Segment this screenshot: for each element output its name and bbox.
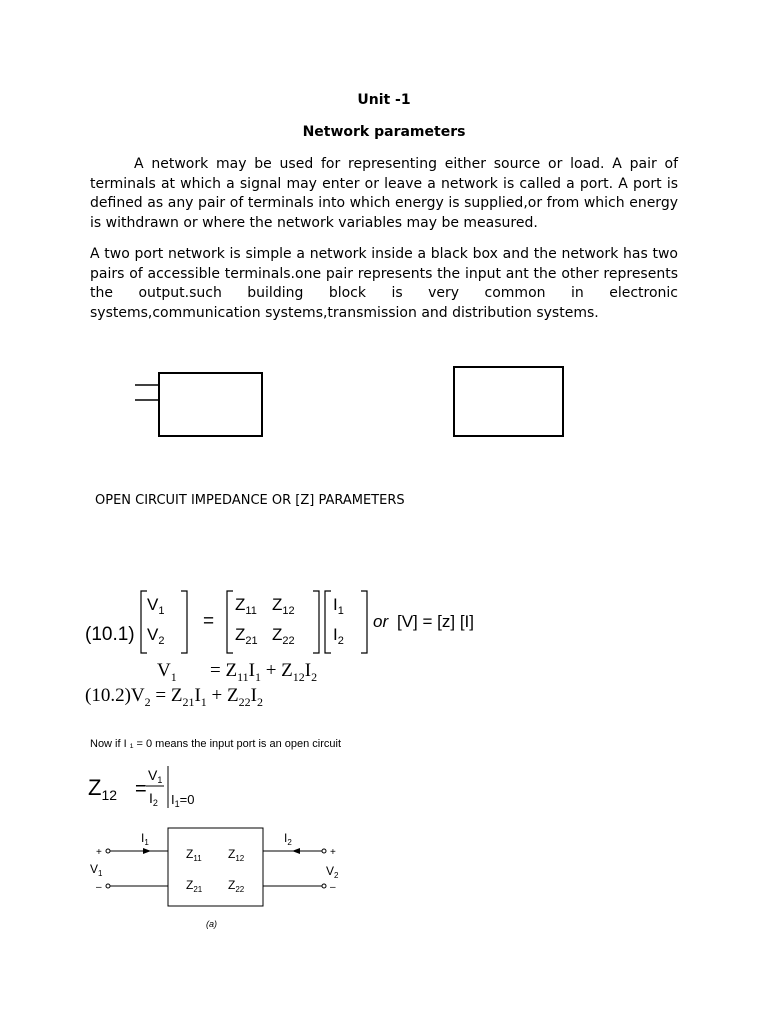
svg-text:Z12: $Z_{12}$ bbox=[228, 847, 245, 863]
svg-text:+: + bbox=[96, 847, 102, 858]
paragraph-1: A network may be used for representing either source or load. A pair of terminals at which a signal may enter or leave a network is called a port. A port is defined as any pair of terminals into which energy is supplied,or from which energy is withdrawn or where the network variables may be measured. bbox=[90, 156, 678, 231]
svg-text:I2: $I_2$ bbox=[149, 790, 158, 808]
svg-text:Z11: $Z_{11}$ bbox=[186, 847, 202, 863]
bracket bbox=[181, 591, 187, 653]
figure-caption: (a) bbox=[206, 919, 217, 929]
bracket bbox=[227, 591, 233, 653]
bracket bbox=[313, 591, 319, 653]
svg-text:V2: $V_2$ bbox=[326, 864, 339, 880]
svg-text:–: – bbox=[96, 882, 102, 893]
svg-text:V1: $V_1$ bbox=[90, 862, 103, 878]
svg-text:I1: $I_1$ bbox=[333, 595, 344, 617]
section-title: Network parameters bbox=[302, 124, 466, 140]
z12-formula bbox=[88, 763, 238, 813]
z-parameters-heading: OPEN CIRCUIT IMPEDANCE OR [Z] PARAMETERS bbox=[95, 493, 405, 508]
eq1-label: (10.1) bbox=[85, 624, 135, 645]
matrix-equation bbox=[85, 585, 515, 660]
svg-text:I2: $I_2$ bbox=[333, 625, 344, 647]
bracket bbox=[325, 591, 331, 653]
eq-10-2: $(10.2)V_2 = Z_{21}I_1 + Z_{22}I_2$ bbox=[85, 685, 263, 709]
svg-text:+: + bbox=[330, 847, 336, 858]
two-port-diagram bbox=[88, 825, 358, 935]
svg-text:Z22: $Z_{22}$ bbox=[228, 878, 245, 894]
paragraph-2: A two port network is simple a network inside a black box and the network has two pairs of accessible terminals.one pair represents the input ant the other represents the output.such building block is very common in electronic systems,communication systems,transmission and distribution systems. bbox=[90, 246, 678, 321]
svg-text:=: = bbox=[135, 778, 147, 800]
svg-text:Z21: $Z_{21}$ bbox=[186, 878, 203, 894]
open-circuit-note: Now if I ₁ = 0 means the input port is an open circuit bbox=[90, 738, 342, 750]
eq-v1: $V_1$ bbox=[157, 660, 177, 684]
svg-text:Z12: $Z_{12}$ bbox=[272, 595, 295, 617]
unit-title: Unit -1 bbox=[357, 92, 411, 108]
black-box-right bbox=[454, 367, 563, 436]
svg-text:Z11: $Z_{11}$ bbox=[235, 595, 257, 617]
svg-text:=: = bbox=[203, 611, 215, 632]
svg-text:Z12: $Z_{12}$ bbox=[88, 775, 118, 803]
or-text: or bbox=[373, 612, 389, 631]
svg-text:–: – bbox=[330, 882, 336, 893]
svg-text:V1: $V_1$ bbox=[147, 595, 165, 617]
svg-text:V2: $V_2$ bbox=[147, 625, 165, 647]
black-box-diagrams bbox=[0, 355, 768, 450]
bracket bbox=[361, 591, 367, 653]
eq-v1-rhs: = $Z_{11}I_1 + Z_{12}I_2$ bbox=[210, 660, 318, 684]
svg-text:I1: $I_1$ bbox=[141, 831, 149, 847]
black-box-left bbox=[159, 373, 262, 436]
svg-text:Z21: $Z_{21}$ bbox=[235, 625, 258, 647]
svg-text:I1=0: $I_1=0$ bbox=[171, 792, 195, 809]
eq2-label: (10.2) bbox=[85, 685, 131, 706]
svg-text:V1: $V_1$ bbox=[148, 767, 163, 785]
svg-text:Z22: $Z_{22}$ bbox=[272, 625, 295, 647]
svg-text:I2: $I_2$ bbox=[284, 831, 292, 847]
or-rhs: [V] = [z] [I] bbox=[397, 612, 474, 631]
